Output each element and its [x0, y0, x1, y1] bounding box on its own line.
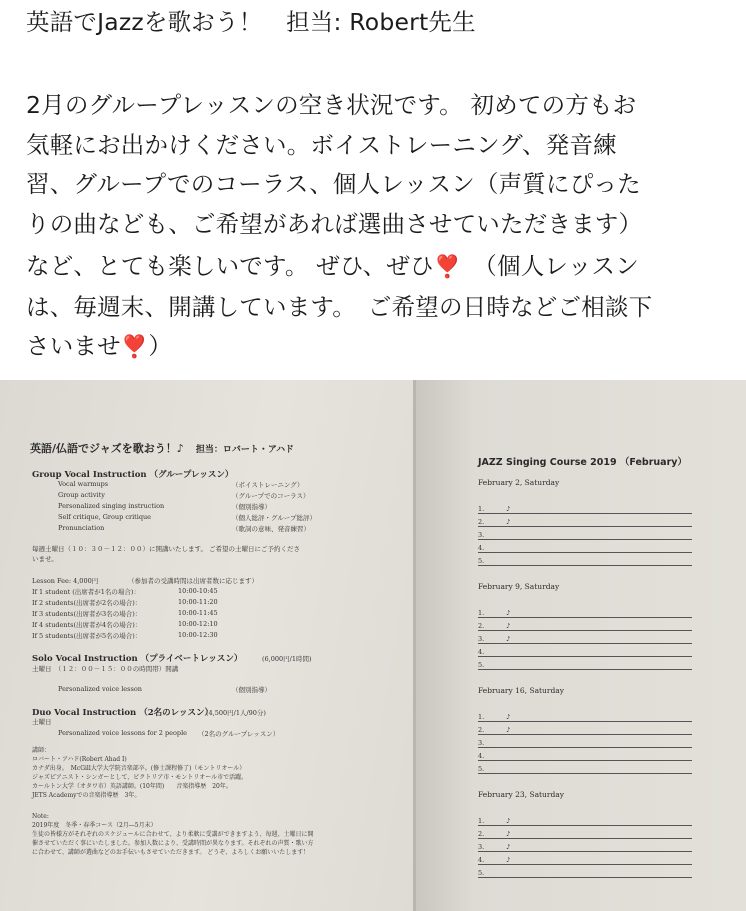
slot-number: 4.: [478, 544, 485, 552]
fee-row-time: 10:00-11:45: [178, 609, 218, 617]
group-schedule: 毎週土曜日（１０：３０－１２：００）に開講いたします。 ご希望の土曜日にご予約くださ: [32, 545, 301, 553]
signup-date: February 2, Saturday: [478, 478, 560, 487]
music-note-icon: ♪: [506, 609, 511, 617]
group-item-ja: （個別指導）: [232, 503, 271, 511]
slot-number: 2.: [478, 622, 485, 630]
group-item-en: Vocal warmups: [58, 480, 109, 488]
note-line: 生徒の皆様方がそれぞれのスケジュールに合わせて、より柔軟に受講ができますよう、毎週、土曜日に開: [32, 831, 314, 838]
signup-slot[interactable]: [478, 543, 692, 553]
post-body: [26, 0, 726, 368]
signup-slot[interactable]: [478, 738, 692, 748]
group-heading: Group Vocal Instruction （グループレッスン）: [32, 470, 234, 480]
duo-heading: Duo Vocal Instruction （2名のレッスン）: [32, 708, 214, 718]
signup-date: February 23, Saturday: [478, 790, 564, 799]
slot-number: 5.: [478, 557, 485, 565]
fee-row-who: If 2 students(出席者が2名の場合)：: [32, 599, 142, 607]
flyer-teacher: 担当：ロバート・アハド: [195, 445, 294, 455]
fee-row-who: If 5 students(出席者が5名の場合)：: [32, 632, 142, 640]
bio-line: 講師：: [32, 747, 51, 754]
flyer-title: [30, 440, 294, 456]
duo-item-ja: （2名のグループレッスン）: [198, 730, 280, 738]
bio-line: カナダ出身。 McGill大学大学院音楽部卒。(修士課程修了)（モントリオール）: [32, 765, 246, 772]
fee-row-who: If 4 students(出席者が4名の場合)：: [32, 621, 142, 629]
group-item-en: Personalized singing instruction: [58, 502, 165, 510]
solo-day: 土曜日 （１２：００－１５：００の時間帯）開講: [32, 665, 179, 673]
fee-note: （参加者の受講時間は出席者数に応じます）: [128, 577, 258, 585]
slot-number: 1.: [478, 817, 485, 825]
solo-heading: Solo Vocal Instruction （プライベートレッスン）: [32, 654, 243, 664]
fee-row-time: 10:00-12:10: [178, 620, 218, 628]
signup-slot[interactable]: [478, 517, 692, 527]
post-text-segment: など、とても楽しいです。 ぜひ、ぜひ: [26, 252, 434, 280]
signup-slot[interactable]: [478, 504, 692, 514]
solo-price: (6,000円/1時間): [262, 655, 312, 663]
duo-price: (4,500円/1人/90分): [206, 709, 266, 717]
music-note-icon: ♪: [506, 830, 511, 838]
signup-slot[interactable]: [478, 725, 692, 735]
flyer-photo[interactable]: [0, 380, 746, 911]
fee-row-time: 10:00-10:45: [178, 587, 218, 595]
page-fold: [413, 380, 416, 911]
signup-slot[interactable]: [478, 751, 692, 761]
bio-line: カールトン大学（オタワ市）英語講師。(10年間) 音楽指導歴 20年。: [32, 783, 232, 790]
signup-slot[interactable]: [478, 634, 692, 644]
note-line: 2019年度 冬季・春季コース（2月―5月末）: [32, 822, 157, 829]
flyer-title-text: 英語/仏語でジャズを歌おう！♪: [30, 442, 184, 455]
duo-day: 土曜日: [32, 718, 52, 726]
bio-line: JETS Academyでの音楽指導歴 3年。: [32, 792, 141, 799]
fee-row-time: 10:00-12:30: [178, 631, 218, 639]
slot-number: 1.: [478, 505, 485, 513]
music-note-icon: ♪: [506, 713, 511, 721]
post-text-segment: ）: [148, 332, 173, 360]
post-line: [26, 327, 726, 368]
post-line: 2月のグループレッスンの空き状況です。 初めての方もお: [26, 91, 637, 119]
slot-number: 4.: [478, 856, 485, 864]
music-note-icon: ♪: [506, 622, 511, 630]
slot-number: 3.: [478, 843, 485, 851]
note-block: [32, 812, 314, 857]
signup-slot[interactable]: [478, 647, 692, 657]
slot-number: 2.: [478, 830, 485, 838]
bio-line: ロバート・アハド(Robert Ahad I): [32, 756, 127, 763]
signup-slot[interactable]: [478, 608, 692, 618]
post-line: 習、グループでのコーラス、個人レッスン（声質にぴった: [26, 170, 641, 198]
post-line: は、毎週末、開講しています。 ご希望の日時などご相談下: [26, 292, 653, 321]
music-note-icon: ♪: [506, 635, 511, 643]
bio-line: ジャズピアニスト・シンガーとして、ビクトリア市・モントリオール市で活躍。: [32, 774, 248, 781]
group-schedule: いませ。: [32, 555, 58, 563]
signup-slot[interactable]: [478, 712, 692, 722]
signup-slot[interactable]: [478, 816, 692, 826]
slot-number: 2.: [478, 518, 485, 526]
slot-number: 5.: [478, 765, 485, 773]
signup-title: JAZZ Singing Course 2019 （February）: [478, 457, 687, 468]
signup-slot[interactable]: [478, 764, 692, 774]
post-line: 気軽にお出かけください。ボイストレーニング、発音練: [26, 130, 617, 159]
post-text-segment: （個人レッスン: [461, 252, 639, 280]
signup-slot[interactable]: [478, 829, 692, 839]
slot-number: 1.: [478, 609, 485, 617]
bio-block: [32, 746, 247, 800]
slot-number: 3.: [478, 635, 485, 643]
slot-number: 5.: [478, 869, 485, 877]
post-line: [26, 247, 726, 288]
fee-row-who: If 1 student (出席者が1名の場合)：: [32, 588, 140, 596]
solo-item-ja: （個別指導）: [232, 686, 271, 694]
fee-row-time: 10:00-11:20: [178, 598, 218, 606]
music-note-icon: ♪: [506, 856, 511, 864]
heart-icon: ❣️: [120, 335, 149, 360]
slot-number: 3.: [478, 739, 485, 747]
signup-slot[interactable]: [478, 868, 692, 878]
music-note-icon: ♪: [506, 817, 511, 825]
group-item-en: Group activity: [58, 491, 105, 499]
group-item-en: Self critique, Group critique: [58, 513, 152, 521]
fee-row-who: If 3 students(出席者が3名の場合)：: [32, 610, 142, 618]
note-line: Note:: [32, 813, 49, 820]
slot-number: 4.: [478, 648, 485, 656]
signup-slot[interactable]: [478, 842, 692, 852]
signup-slot[interactable]: [478, 660, 692, 670]
slot-number: 5.: [478, 661, 485, 669]
music-note-icon: ♪: [506, 843, 511, 851]
signup-slot[interactable]: [478, 621, 692, 631]
post-line: 英語でJazzを歌おう！ 担当: Robert先生: [26, 8, 476, 36]
signup-date: February 9, Saturday: [478, 582, 560, 591]
signup-date: February 16, Saturday: [478, 686, 564, 695]
group-item-ja: （個人総評・グループ総評）: [232, 514, 316, 522]
signup-slot[interactable]: [478, 855, 692, 865]
post-line: [26, 43, 726, 83]
signup-slot[interactable]: [478, 556, 692, 566]
post-text-segment: さいませ: [26, 332, 121, 360]
fee-label: Lesson Fee: 4,000円: [32, 577, 99, 585]
slot-number: 2.: [478, 726, 485, 734]
duo-item-en: Personalized voice lessons for 2 people: [58, 729, 188, 737]
solo-item-en: Personalized voice lesson: [58, 685, 142, 693]
signup-slot[interactable]: [478, 530, 692, 540]
heart-icon: ❣️: [433, 255, 462, 280]
slot-number: 4.: [478, 752, 485, 760]
music-note-icon: ♪: [506, 505, 511, 513]
group-item-ja: （ボイストレーニング）: [232, 481, 304, 489]
group-item-ja: （歌詞の意味、発音練習）: [232, 525, 310, 533]
post-line: りの曲なども、ご希望があれば選曲させていただきます）: [26, 209, 643, 238]
music-note-icon: ♪: [506, 726, 511, 734]
group-item-ja: （グループでのコーラス）: [232, 492, 310, 500]
music-note-icon: ♪: [506, 518, 511, 526]
slot-number: 1.: [478, 713, 485, 721]
group-item-en: Pronunciation: [58, 524, 105, 532]
slot-number: 3.: [478, 531, 485, 539]
note-line: 催させていただく事にいたしました。参加人数により、受講時間が異なります。それぞれの声質・歌い方: [32, 840, 314, 847]
note-line: に合わせて、講師が選曲などのお手伝いもさせていただきます。 どうぞ、よろしくお願いいたします！: [32, 849, 310, 856]
